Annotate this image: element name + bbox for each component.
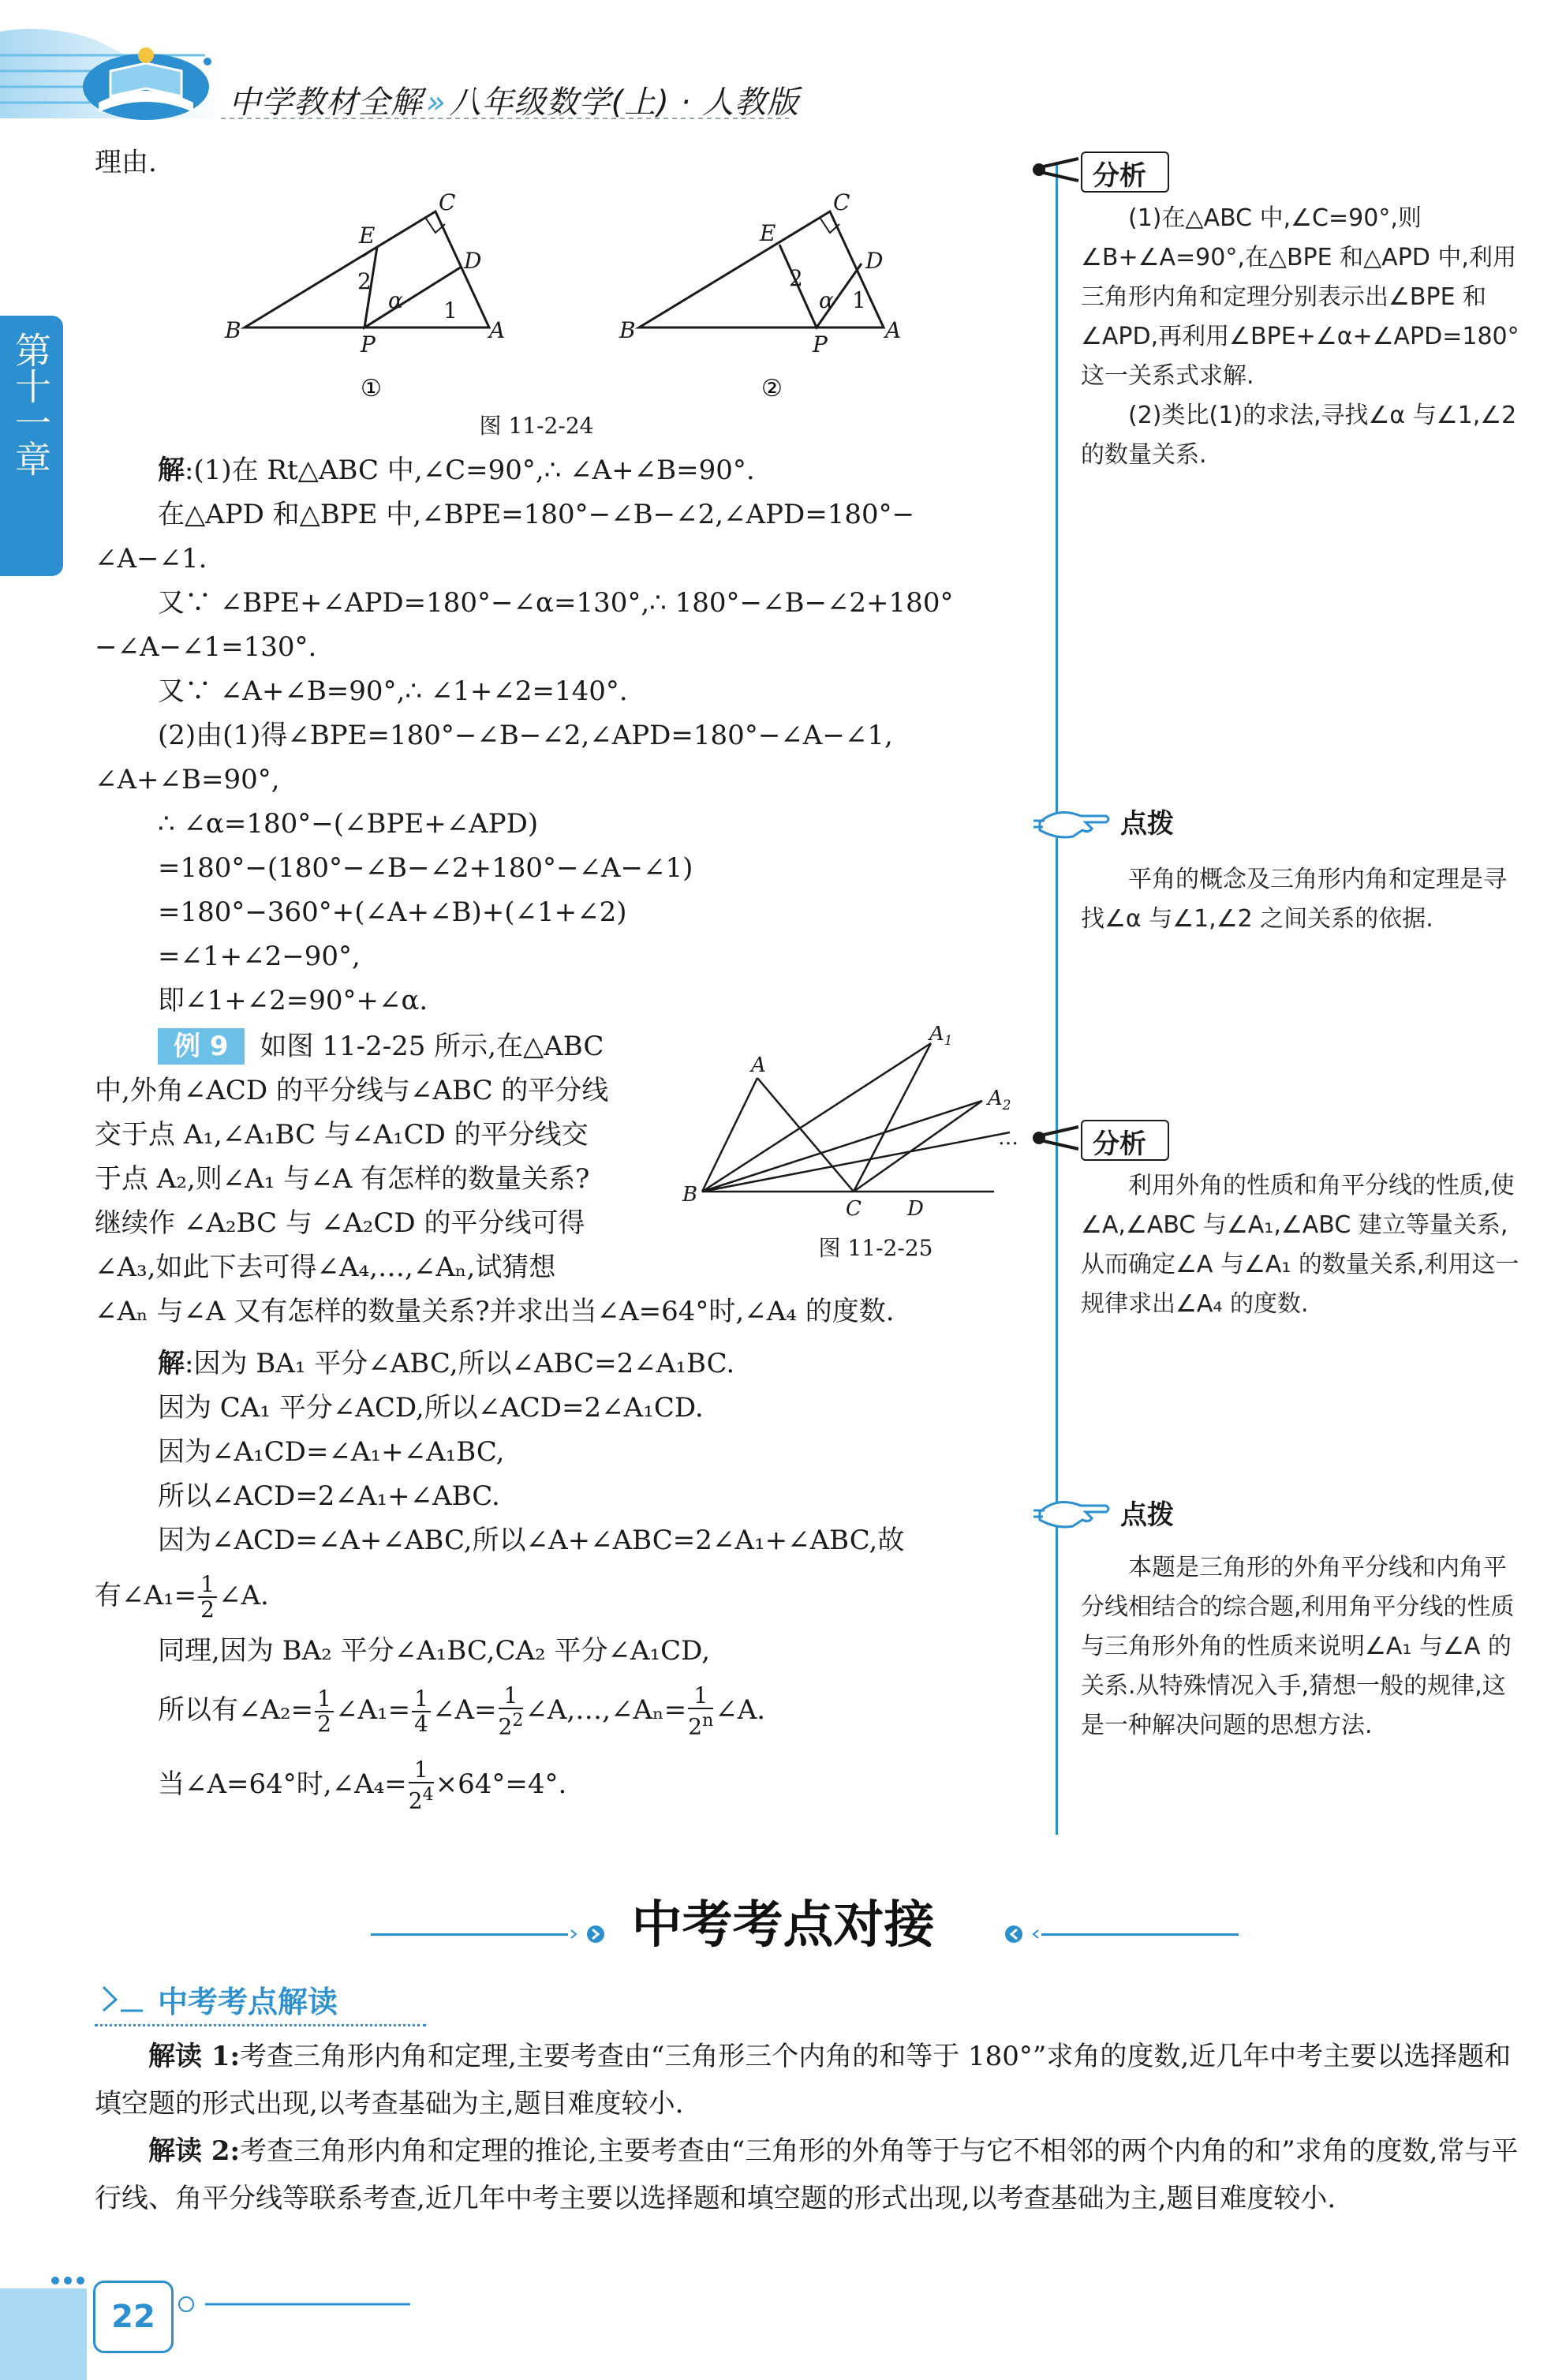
fig25-label-D: D: [907, 1197, 924, 1221]
footer-band: [0, 2265, 473, 2380]
fig25-label-A2: $A_2$: [988, 1087, 1011, 1113]
figure-11-2-25: [678, 1026, 1026, 1231]
tip-1-title: 点拨: [1120, 808, 1174, 840]
solution-1: 解:(1)在 Rt△ABC 中,∠C=90°,∴ ∠A+∠B=90°. 在△APD 和△BPE 中,∠BPE=180°−∠B−∠2,∠APD=180°− ∠A−∠1. 又∵ ∠BPE+∠APD=180°−∠α=130°,∴ 180°−∠B−∠2+180° −∠A−∠1=130°. 又∵ ∠A+∠B=90°,∴ ∠1+∠2=140°. (2)由(1)得∠BPE=180°−∠B−∠2,∠APD=180°−∠A−∠1, ∠A+∠B=90°, ∴ ∠α=180°−(∠BPE+∠APD) =180°−(180°−∠B−∠2+180°−∠A−∠1) =180°−360°+(∠A+∠B)+(∠1+∠2) =∠1+∠2−90°, 即∠1+∠2=90°+∠α.: [95, 455, 954, 1016]
pointing-hand-icon: [1033, 799, 1112, 846]
fig25-label-B: B: [682, 1183, 698, 1207]
book-logo-icon: [67, 39, 225, 126]
fig2-label-1: 1: [852, 287, 866, 313]
fig2-label-alpha: α: [819, 287, 834, 313]
scissors-icon: [1030, 154, 1085, 185]
analysis-2-text: 利用外角的性质和角平分线的性质,使∠A,∠ABC 与∠A₁,∠ABC 建立等量关系,从而确定∠A 与∠A₁ 的数量关系,利用这一规律求出∠A₄ 的度数.: [1081, 1172, 1519, 1318]
section-title: 中考考点对接: [631, 1896, 935, 1955]
figure-panel-1-label: ①: [361, 375, 382, 402]
analysis-1-text: (1)在△ABC 中,∠C=90°,则∠B+∠A=90°,在△BPE 和△APD 中,利用三角形内角和定理分别表示出∠BPE 和∠APD,再利用∠BPE+∠α+∠APD=180°这一关系式求解. (2)类比(1)的求法,寻找∠α 与∠1,∠2 的数量关系.: [1081, 204, 1519, 469]
fig1-label-1: 1: [443, 298, 458, 324]
fig25-label-C: C: [846, 1197, 861, 1221]
fig1-label-P: P: [361, 331, 376, 357]
fig2-label-C: C: [833, 189, 850, 215]
header-separator-icon: »: [426, 84, 447, 121]
example-badge: 例 9: [158, 1028, 245, 1065]
fig25-label-A1: $A_1$: [929, 1026, 953, 1049]
subsection-marker-icon: [99, 1981, 146, 2015]
fig2-label-E: E: [760, 220, 776, 246]
chevron-left-icon: [1002, 1922, 1041, 1946]
pointing-hand-icon: [1033, 1488, 1112, 1536]
figure-11-2-24: [213, 189, 970, 426]
fig2-label-P: P: [813, 331, 828, 357]
tip-2-title: 点拨: [1120, 1499, 1174, 1531]
figure-panel-2-label: ②: [761, 375, 783, 402]
fig1-label-2: 2: [357, 268, 372, 294]
reading-1: 解读 1:考查三角形内角和定理,主要考查由“三角形三个内角的和等于 180°”求角的度数,近几年中考主要以选择题和填空题的形式出现,以考查基础为主,题目难度较小.: [95, 2041, 1512, 2120]
fig2-label-A: A: [885, 317, 902, 343]
page-number: 22: [93, 2281, 174, 2353]
fig1-label-D: D: [464, 248, 482, 274]
reading-2: 解读 2:考查三角形内角和定理的推论,主要考查由“三角形的外角等于与它不相邻的两个内角的和”求角的度数,常与平行线、角平分线等联系考查,近几年中考主要以选择题和填空题的形式出现,以考查基础为主,题目难度较小.: [95, 2135, 1519, 2214]
side-column-rule: [1056, 162, 1058, 1835]
subsection-underline: [95, 2022, 426, 2026]
figure-11-2-24-caption: 图 11-2-24: [479, 413, 594, 439]
intro-tail: 理由.: [95, 147, 157, 178]
fig2-label-B: B: [619, 317, 636, 343]
section-rule-right: [1041, 1933, 1239, 1936]
subsection-title: 中考考点解读: [158, 1985, 338, 2019]
book-name: 八年级数学(上) · 人教版: [449, 84, 800, 121]
fig2-label-D: D: [865, 248, 884, 274]
chapter-tab-label: 第十一章: [9, 331, 52, 477]
header-title: [229, 77, 799, 122]
fig1-label-alpha: α: [388, 287, 403, 313]
fig1-label-A: A: [489, 317, 506, 343]
tip-2-text: 本题是三角形的外角平分线和内角平分线相结合的综合题,利用角平分线的性质与三角形外角的性质来说明∠A₁ 与∠A 的关系.从特殊情况入手,猜想一般的规律,这是一种解决问题的思想方法.: [1081, 1554, 1515, 1739]
fig1-label-B: B: [225, 317, 241, 343]
analysis-2-title: 分析: [1093, 1128, 1146, 1160]
fig25-label-A: A: [751, 1053, 766, 1077]
series-name: 中学教材全解: [229, 84, 423, 121]
analysis-1-title: 分析: [1093, 160, 1146, 192]
fig1-label-C: C: [439, 189, 456, 215]
fig25-ellipsis: …: [998, 1126, 1018, 1150]
fig1-label-E: E: [359, 223, 376, 249]
scissors-icon: [1030, 1122, 1085, 1154]
figure-11-2-25-caption: 图 11-2-25: [818, 1235, 933, 1261]
example-9: 例 9 如图 11-2-25 所示,在△ABC 中,外角∠ACD 的平分线与∠ABC 的平分线 交于点 A₁,∠A₁BC 与∠A₁CD 的平分线交 于点 A₂,则∠A₁ 与∠A 有怎样的数量关系? 继续作 ∠A₂BC 与 ∠A₂CD 的平分线可得 ∠A₃,如此下去可得∠A₄,…,∠Aₙ,试猜想 ∠Aₙ 与∠A 又有怎样的数量关系?并求出当∠A=64°时,∠A₄ 的度数.: [95, 1024, 1033, 1334]
tip-1-text: 平角的概念及三角形内角和定理是寻找∠α 与∠1,∠2 之间关系的依据.: [1081, 866, 1507, 933]
solution-2: 解:因为 BA₁ 平分∠ABC,所以∠ABC=2∠A₁BC. 因为 CA₁ 平分∠ACD,所以∠ACD=2∠A₁CD. 因为∠A₁CD=∠A₁+∠A₁BC, 所以∠ACD=2∠A₁+∠ABC. 因为∠ACD=∠A+∠ABC,所以∠A+∠ABC=2∠A₁+∠ABC,故 有∠A₁= $\frac{1}{2}$ ∠A. 同理,因为 BA₂ 平分∠A₁BC,CA₂ 平分∠A₁CD, 所以有∠A₂= $\frac{1}{2}$ ∠A₁= $\frac{1}{4}$ ∠A= $\frac{1}{2^2}$ ∠A,…,∠Aₙ= $\frac{1}{2^n}$ ∠A. 当∠A=64°时,∠A₄= $\frac{1}{2^4}$ ×64°=4°.: [95, 1348, 905, 1814]
fig2-label-2: 2: [789, 265, 803, 291]
